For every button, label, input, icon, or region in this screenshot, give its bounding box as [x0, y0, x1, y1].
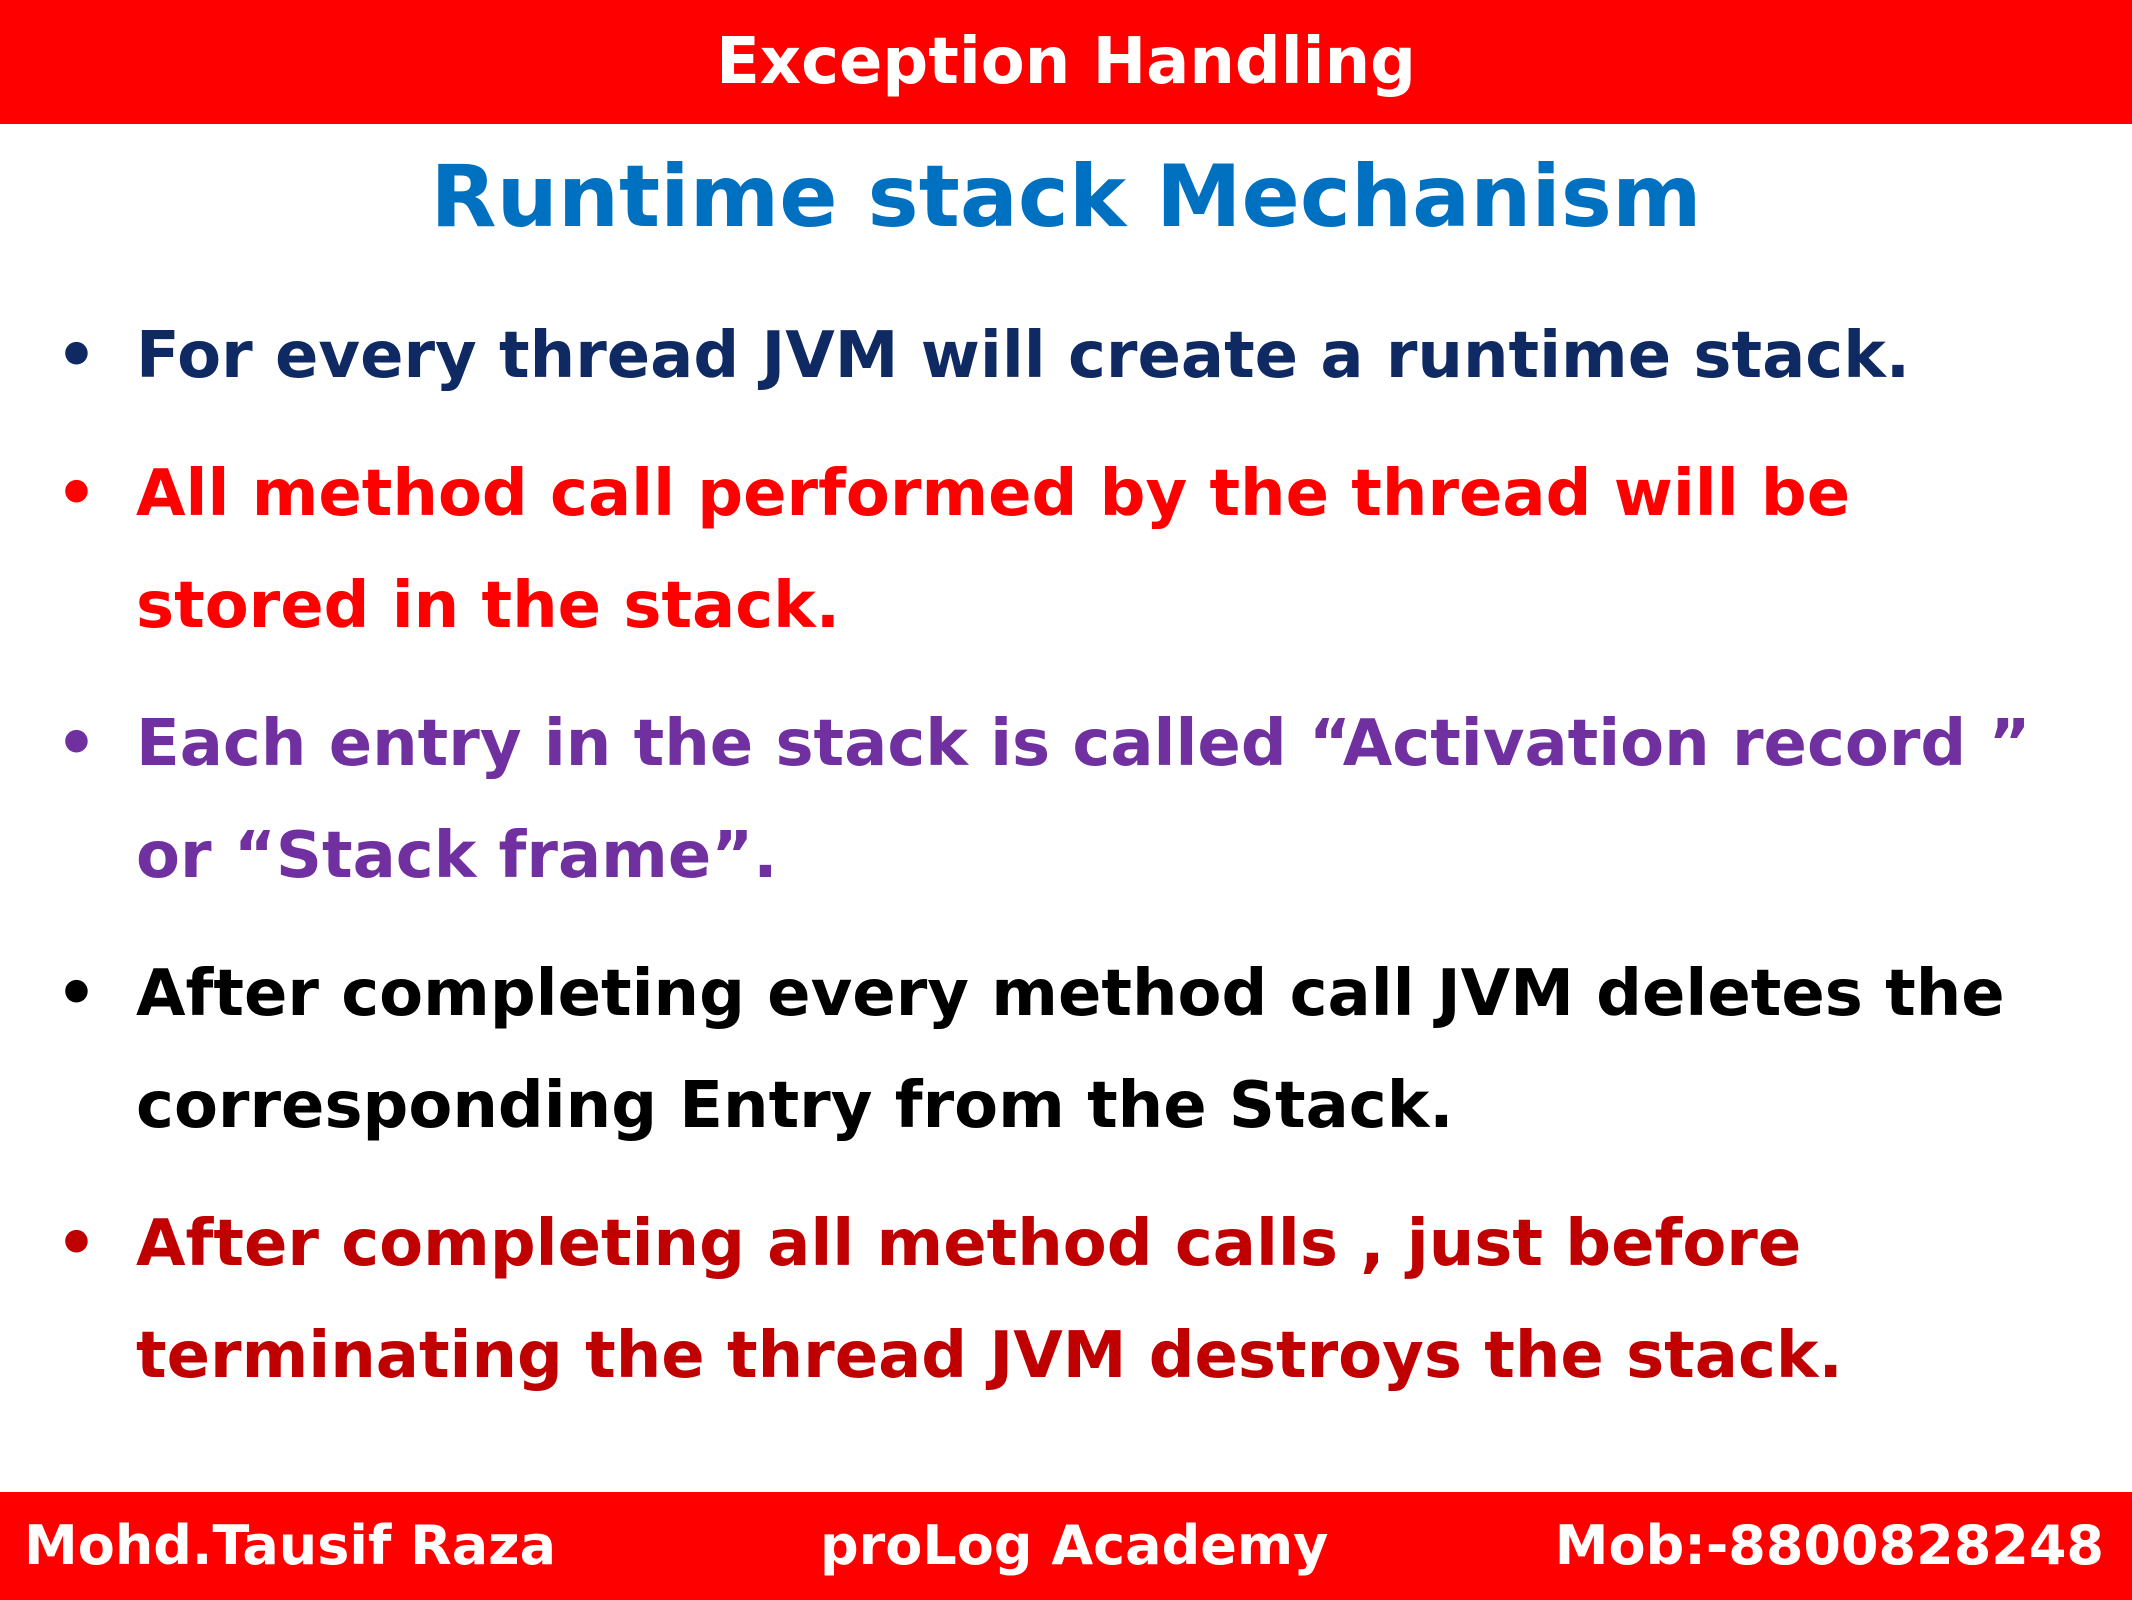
bullet-item — [56, 438, 2086, 662]
bullet-text: For every thread JVM will create a runtime stack. — [136, 319, 1911, 393]
bullet-dot-icon: • — [56, 957, 97, 1031]
footer-bar — [0, 1492, 2132, 1600]
bullet-dot-icon: • — [56, 457, 97, 531]
header-bar — [0, 0, 2132, 124]
bullet-item — [56, 1188, 2086, 1412]
slide-title: Runtime stack Mechanism — [430, 147, 1702, 247]
footer-academy: proLog Academy — [820, 1514, 1329, 1577]
bullet-text: After completing all method calls , just before terminating the thread JVM destroys the stack. — [136, 1207, 1843, 1393]
bullet-item — [56, 938, 2086, 1162]
footer-author: Mohd.Tausif Raza — [24, 1514, 557, 1577]
bullet-dot-icon: • — [56, 1207, 97, 1281]
bullet-list — [56, 300, 2086, 1438]
bullet-dot-icon: • — [56, 707, 97, 781]
header-title: Exception Handling — [716, 25, 1416, 99]
bullet-dot-icon: • — [56, 319, 97, 393]
bullet-text: Each entry in the stack is called “Activation record ” or “Stack frame”. — [136, 707, 2031, 893]
bullet-item — [56, 688, 2086, 912]
bullet-item — [56, 300, 2086, 412]
bullet-text: All method call performed by the thread will be stored in the stack. — [136, 457, 1851, 643]
bullet-text: After completing every method call JVM deletes the corresponding Entry from the Stack. — [136, 957, 2005, 1143]
footer-mobile: Mob:-8800828248 — [1554, 1514, 2104, 1577]
